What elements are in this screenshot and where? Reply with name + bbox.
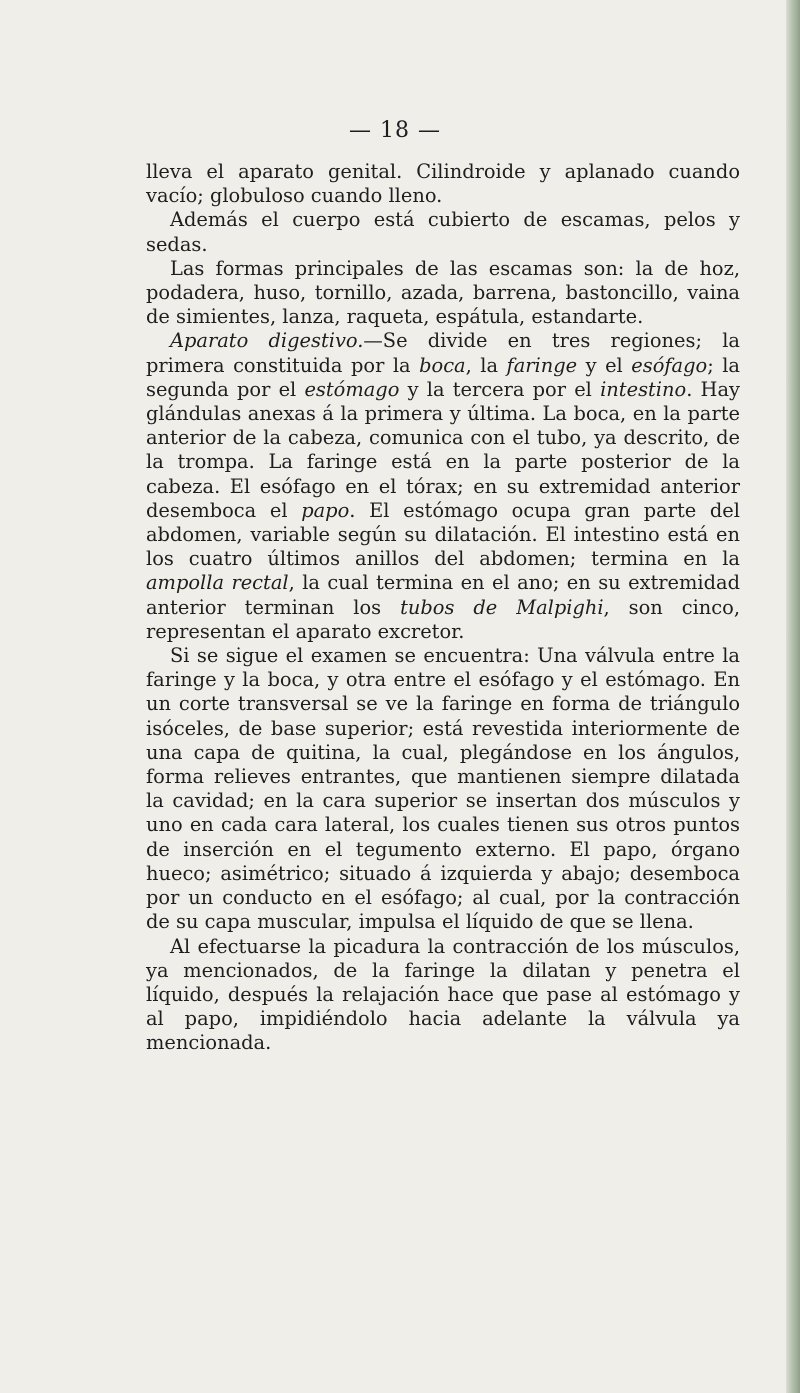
text-run: Las formas principales de las escamas son: la de hoz, podadera, huso, tornillo, azada, barrena, bastoncillo, vaina de simientes, lanza, raqueta, espátula, estandarte. xyxy=(146,256,740,329)
italic-term: faringe xyxy=(506,353,578,377)
paragraph-p2 xyxy=(146,208,740,256)
text-run: ; la segunda por el xyxy=(146,353,740,401)
paragraph-p1 xyxy=(146,160,740,208)
italic-term: Aparato digestivo. xyxy=(170,329,364,353)
body-text xyxy=(146,160,740,1056)
italic-term: boca xyxy=(419,353,466,377)
text-run: Además el cuerpo está cubierto de escamas, pelos y sedas. xyxy=(146,208,740,256)
text-run: , son cinco, representan el aparato excretor. xyxy=(146,595,740,643)
italic-term: estómago xyxy=(304,377,400,401)
italic-term: papo xyxy=(301,498,350,522)
text-run: , la cual termina en el ano; en su extremidad anterior terminan los xyxy=(146,571,741,619)
page-edge xyxy=(786,0,800,1393)
text-run: y la tercera por el xyxy=(399,377,601,401)
text-run: , la xyxy=(465,353,507,377)
paragraph-p4 xyxy=(146,329,740,644)
italic-term: ampolla rectal xyxy=(146,571,289,595)
text-run: y el xyxy=(577,353,632,377)
paragraph-p5 xyxy=(146,644,740,934)
text-run: —Se divide en tres regiones; la primera constituida por la xyxy=(146,329,740,377)
text-run: Al efectuarse la picadura la contracción de los músculos, ya mencionados, de la faringe la dilatan y penetra el líquido, después la relajación hace que pase al estómago y al papo, impidiéndolo hacia adelante la válvula ya mencionada. xyxy=(146,934,740,1055)
page-number: — 18 — xyxy=(349,118,441,143)
text-run: . Hay glándulas anexas á la primera y última. La boca, en la parte anterior de la cabeza, comunica con el tubo, ya descrito, de la trompa. La faringe está en la parte posterior de la cabeza. El esófago en el tórax; en su extremidad anterior desemboca el xyxy=(146,377,740,522)
italic-term: tubos de Malpighi xyxy=(400,595,604,619)
text-run: lleva el aparato genital. Cilindroide y aplanado cuando vacío; globuloso cuando lleno. xyxy=(146,160,740,208)
paragraph-p3 xyxy=(146,257,740,330)
paragraph-p6 xyxy=(146,935,740,1056)
italic-term: intestino xyxy=(600,377,687,401)
text-run: . El estómago ocupa gran parte del abdomen, variable según su dilatación. El intestino está en los cuatro últimos anillos del abdomen; termina en la xyxy=(146,498,740,571)
italic-term: esófago xyxy=(631,353,708,377)
text-run: Si se sigue el examen se encuentra: Una válvula entre la faringe y la boca, y otra entre el esófago y el estómago. En un corte transversal se ve la faringe en forma de triángulo isóceles, de base superior; está revestida interiormente de una capa de quitina, la cual, plegándose en los ángulos, forma relieves entrantes, que mantienen siempre dilatada la cavidad; en la cara superior se insertan dos músculos y uno en cada cara lateral, los cuales tienen sus otros puntos de inserción en el tegumento externo. El papo, órgano hueco; asimétrico; situado á izquierda y abajo; desemboca por un conducto en el esófago; al cual, por la contracción de su capa muscular, impulsa el líquido de que se llena. xyxy=(146,644,740,934)
